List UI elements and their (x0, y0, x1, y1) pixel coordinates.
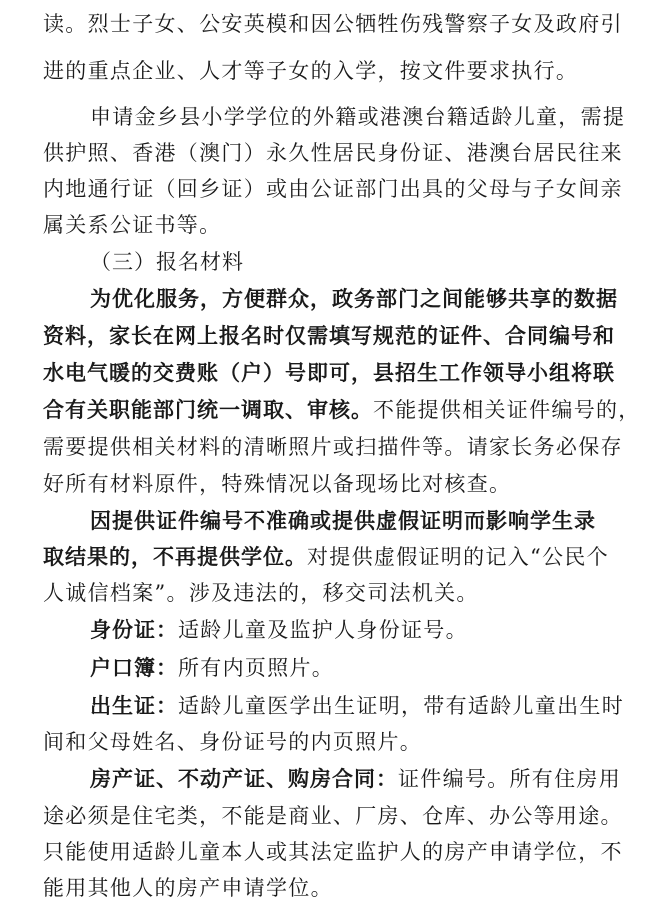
text-line (0, 6, 671, 42)
text-line (0, 281, 671, 317)
text-run: 能用其他人的房产申请学位。 (43, 876, 333, 900)
text-run: 属关系公证书等。 (43, 213, 222, 237)
text-run: 供护照、香港（澳门）永久性居民身份证、港澳台居民往来 (43, 141, 623, 165)
text-line (0, 466, 671, 502)
text-run: 需要提供相关材料的清晰照片或扫描件等。请家长务必保存 (43, 435, 623, 459)
text-run: 内地通行证（回乡证）或由公证部门出具的父母与子女间亲 (43, 177, 623, 201)
text-line (0, 318, 671, 354)
text-run: 适龄儿童医学出生证明，带有适龄儿童出生时 (178, 694, 624, 718)
text-line (0, 429, 671, 465)
text-run: 不能提供相关证件编号的， (373, 398, 641, 422)
text-line (0, 612, 671, 648)
bold-text-run: 因提供证件编号不准确或提供虚假证明而影响学生录 (90, 508, 596, 533)
text-run: 适龄儿童及监护人身份证号。 (178, 618, 468, 642)
text-run: （三）报名材料 (90, 250, 244, 274)
bold-text-run: 水电气暖的交费账（户）号即可，县招生工作领导小组将联 (43, 360, 615, 385)
text-line (0, 650, 671, 686)
text-run: 证件编号。所有住房用 (398, 767, 621, 791)
text-line (0, 834, 671, 870)
bold-text-run: 取结果的，不再提供学位。 (43, 544, 307, 569)
bold-text-run: 为优化服务，方便群众，政务部门之间能够共享的数据 (90, 286, 618, 311)
text-line (0, 135, 671, 171)
section-heading (0, 244, 671, 280)
text-line (0, 99, 671, 135)
text-line (0, 503, 671, 539)
text-line (0, 724, 671, 760)
text-run: 途必须是住宅类，不能是商业、厂房、仓库、办公等用途。 (43, 804, 623, 828)
text-run: 申请金乡县小学学位的外籍或港澳台籍适龄儿童，需提 (90, 105, 626, 129)
text-run: 所有内页照片。 (178, 656, 335, 680)
text-run: 好所有材料原件，特殊情况以备现场比对核查。 (43, 472, 512, 496)
text-line (0, 53, 671, 89)
text-line (0, 761, 671, 797)
text-line (0, 798, 671, 834)
bold-text-run: 合有关职能部门统一调取、审核。 (43, 397, 373, 422)
bold-text-run: 身份证： (90, 617, 178, 642)
text-line (0, 355, 671, 391)
bold-text-run: 出生证： (90, 693, 178, 718)
text-line (0, 392, 671, 428)
text-line (0, 207, 671, 243)
text-line (0, 688, 671, 724)
bold-text-run: 户口簿： (90, 655, 178, 680)
text-run: 进的重点企业、人才等子女的入学，按文件要求执行。 (43, 59, 579, 83)
bold-text-run: 资料，家长在网上报名时仅需填写规范的证件、合同编号和 (43, 323, 615, 348)
text-line (0, 171, 671, 207)
text-run: 间和父母姓名、身份证号的内页照片。 (43, 730, 423, 754)
bold-text-run: 房产证、不动产证、购房合同： (90, 766, 398, 791)
text-line (0, 539, 671, 575)
text-run: 读。烈士子女、公安英模和因公牺牲伤残警察子女及政府引 (43, 12, 623, 36)
text-run: 只能使用适龄儿童本人或其法定监护人的房产申请学位，不 (43, 840, 623, 864)
text-run: 对提供虚假证明的记入“公民个 (307, 545, 609, 569)
text-run: 人诚信档案”。涉及违法的，移交司法机关。 (43, 581, 479, 605)
text-line (0, 575, 671, 611)
